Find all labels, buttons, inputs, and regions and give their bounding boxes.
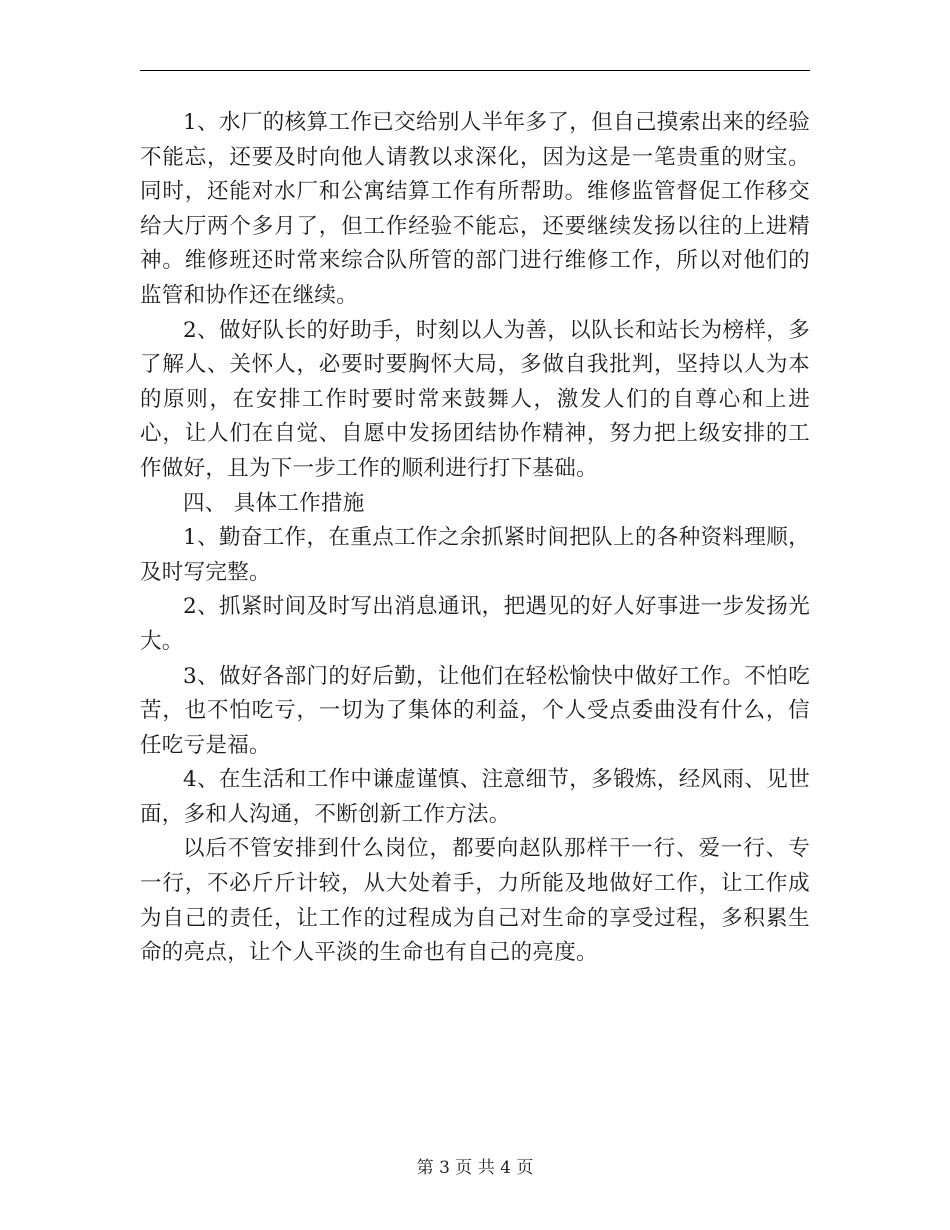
paragraph-measure-4: 4、在生活和工作中谦虚谨慎、注意细节，多锻炼，经风雨、见世面，多和人沟通，不断创新工作方法。 bbox=[140, 767, 810, 827]
paragraph-water-plant-accounting: 1、水厂的核算工作已交给别人半年多了，但自己摸索出来的经验不能忘，还要及时向他人请教以求深化，因为这是一笔贵重的财宝。同时，还能对水厂和公寓结算工作有所帮助。维修监管督促工作移交给大厅两个多月了，但工作经验不能忘，还要继续发扬以往的上进精神。维修班还时常来综合队所管的部门进行维修工作，所以对他们的监管和协作还在继续。 bbox=[140, 110, 810, 308]
section-heading-measures: 四、 具体工作措施 bbox=[183, 490, 365, 516]
page-footer bbox=[0, 1153, 950, 1178]
paragraph-conclusion: 以后不管安排到什么岗位，都要向赵队那样干一行、爱一行、专一行，不必斤斤计较，从大处着手，力所能及地做好工作，让工作成为自己的责任，让工作的过程成为自己对生命的享受过程，多积累生命的亮点，让个人平淡的生命也有自己的亮度。 bbox=[140, 836, 810, 966]
paragraph-measure-2: 2、抓紧时间及时写出消息通讯，把遇见的好人好事进一步发扬光大。 bbox=[140, 594, 810, 654]
paragraph-team-leader-assistant: 2、做好队长的好助手，时刻以人为善，以队长和站长为榜样，多了解人、关怀人，必要时要胸怀大局，多做自我批判，坚持以人为本的原则，在安排工作时要时常来鼓舞人，激发人们的自尊心和上进心，让人们在自觉、自愿中发扬团结协作精神，努力把上级安排的工作做好，且为下一步工作的顺利进行打下基础。 bbox=[140, 317, 810, 481]
paragraph-measure-3: 3、做好各部门的好后勤，让他们在轻松愉快中做好工作。不怕吃苦，也不怕吃亏，一切为了集体的利益，个人受点委曲没有什么，信任吃亏是福。 bbox=[140, 663, 810, 758]
paragraph-measure-1: 1、勤奋工作，在重点工作之余抓紧时间把队上的各种资料理顺，及时写完整。 bbox=[140, 525, 810, 585]
page-number: 第 3 页 共 4 页 bbox=[416, 1158, 534, 1178]
header-rule bbox=[140, 70, 810, 71]
document-body bbox=[140, 106, 810, 971]
